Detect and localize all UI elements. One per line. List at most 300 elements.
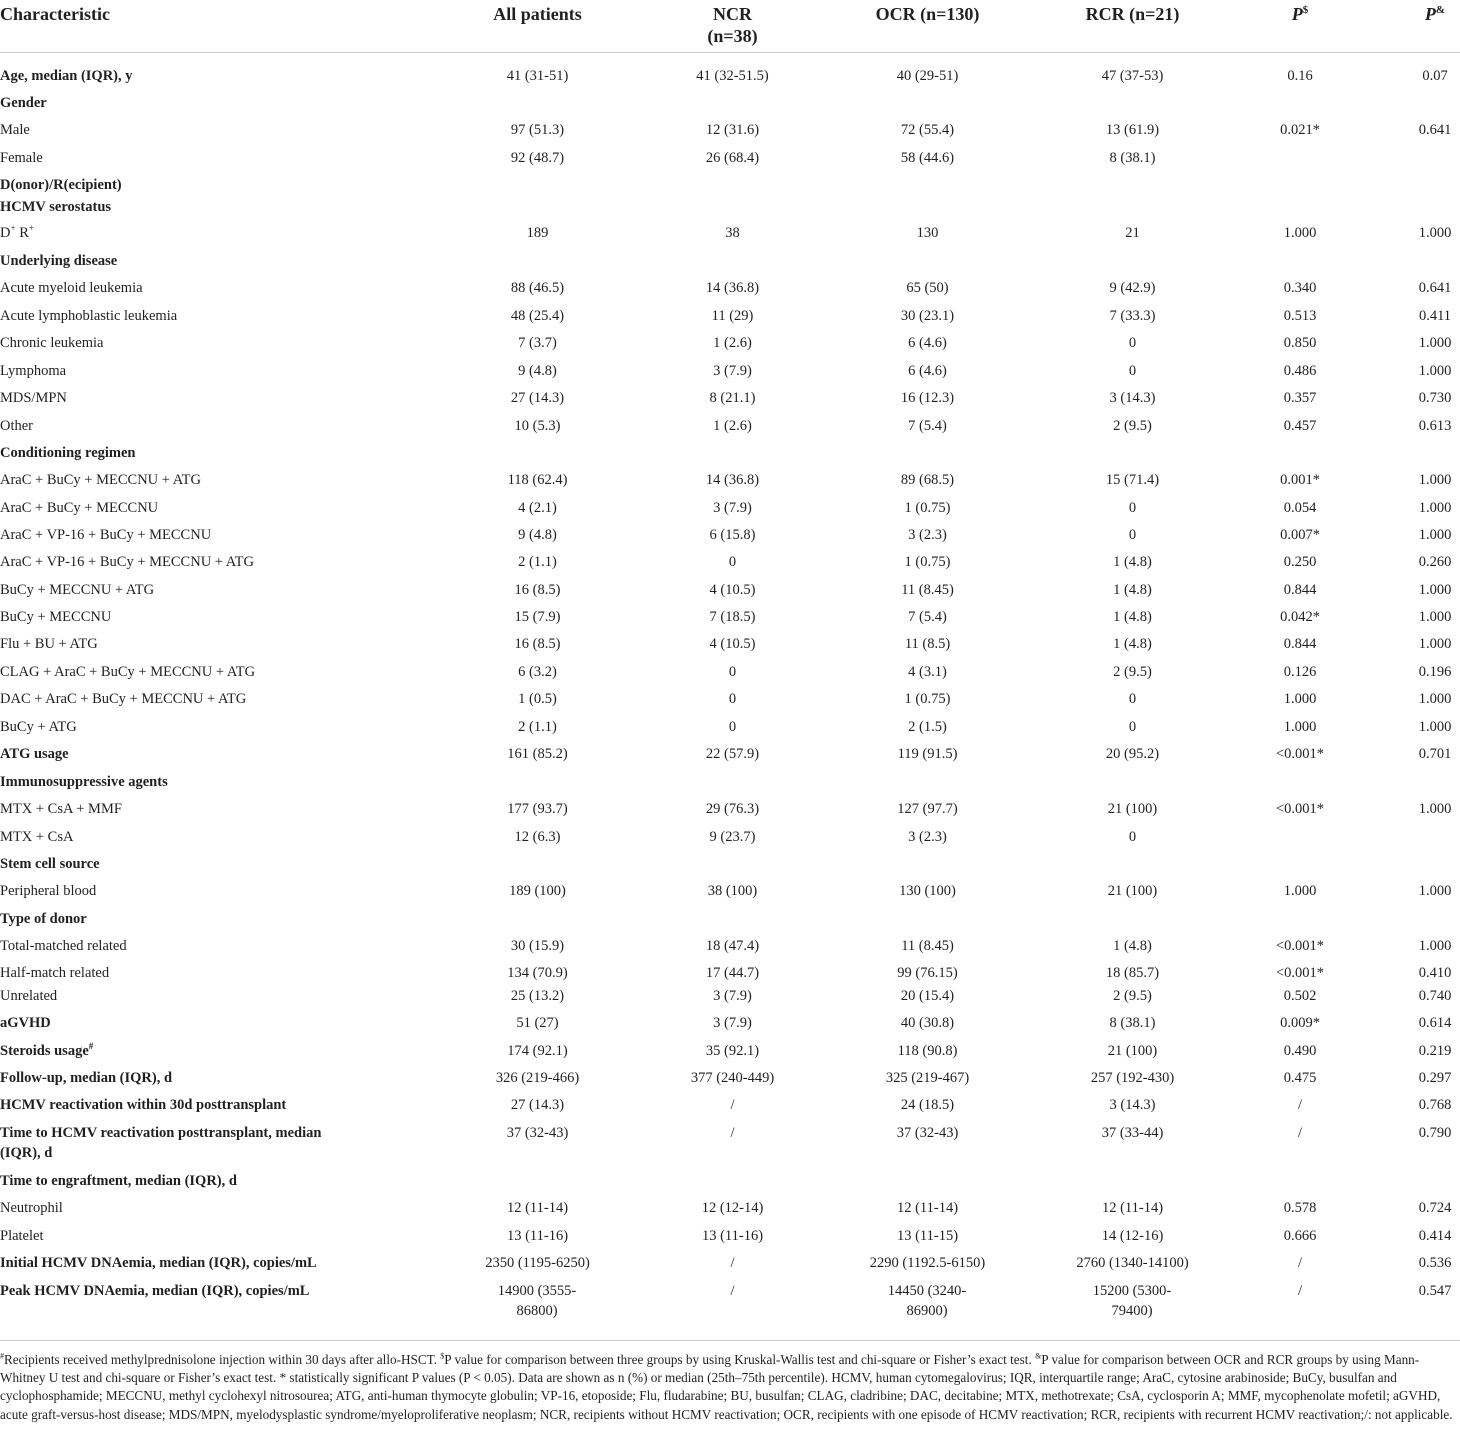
row-label — [0, 175, 350, 195]
header-ocr: OCR (n=130) — [875, 4, 980, 24]
cell-ncr: 3 (7.9) — [713, 500, 752, 516]
row-label-text: Time to HCMV reactivation posttransplant, median (IQR), d — [0, 1125, 322, 1161]
cell-rcr: 0 — [1128, 363, 1137, 379]
cell-all: 48 (25.4) — [510, 308, 565, 324]
cell-ocr: 118 (90.8) — [897, 1043, 958, 1059]
row-label — [0, 552, 350, 572]
cell-p2: 0.730 — [1418, 390, 1452, 406]
cell-ncr: 38 — [725, 225, 740, 241]
cell-rcr: 3 (14.3) — [1109, 390, 1156, 406]
cell-rcr: 1 (4.8) — [1113, 582, 1152, 598]
cell-p1: 0.357 — [1283, 390, 1317, 406]
cell-p1: 0.054 — [1283, 500, 1317, 516]
row-label — [0, 854, 350, 874]
cell-ncr: 41 (32-51.5) — [696, 68, 769, 84]
footnote-dollar-text: P value for comparison between three groups by using Kruskal-Wallis test and chi-square or Fisher’s exact test. — [444, 1352, 1036, 1367]
row-label-text: CLAG + AraC + BuCy + MECCNU + ATG — [0, 664, 256, 680]
cell-p2: 1.000 — [1418, 527, 1452, 543]
cell-rcr: 37 (33-44) — [1101, 1125, 1164, 1141]
footnote-amp-text: P value for comparison between OCR and RCR groups by using Mann-Whitney U test and chi-square or Fisher’s exact test. * statistically significant P values (P < 0.05). Data are shown as n (%) or median (25th–75th percentile). HCMV, human cytomegalovirus; IQR, interquartile range; AraC, cytosine arabinoside; BuCy, busulfan and cyclophosphamide; MECCNU, methyl cyclohexyl nitrosourea; ATG, anti-human thymocyte globulin; VP-16, etoposide; Flu, fludarabine; BU, busulfan; CLAG, cladribine; DAC, decitabine; MTX, methotrexate; CsA, cyclosporin A; MMF, mycophenolate mofetil; aGVHD, acute graft-versus-host disease; MDS/MPN, myelodysplastic syndrome/myeloproliferative neoplasm; NCR, recipients without HCMV reactivation; OCR, recipients with one episode of HCMV reactivation; RCR, recipients with recurrent HCMV reactivation;/: not applicable. — [0, 1352, 1453, 1422]
row-label — [0, 607, 350, 627]
row-label-text: BuCy + MECCNU + ATG — [0, 582, 155, 598]
cell-ncr: 0 — [728, 664, 737, 680]
cell-all: 51 (27) — [516, 1015, 559, 1031]
row-label-text: Flu + BU + ATG — [0, 636, 98, 652]
cell-ncr: 6 (15.8) — [709, 527, 756, 543]
header-ncr-line1: NCR — [713, 4, 752, 24]
cell-p1: 0.666 — [1283, 1228, 1317, 1244]
cell-p2: 1.000 — [1418, 636, 1452, 652]
row-label — [0, 333, 350, 353]
footnote-hash-text: Recipients received methylprednisolone injection within 30 days after allo-HSCT. — [4, 1352, 441, 1367]
row-label — [0, 580, 350, 600]
cell-all: 16 (8.5) — [514, 582, 561, 598]
cell-ocr: 13 (11-15) — [896, 1228, 959, 1244]
row-label — [0, 1253, 350, 1273]
cell-rcr: 1 (4.8) — [1113, 609, 1152, 625]
cell-p1: 1.000 — [1283, 883, 1317, 899]
cell-ocr: 11 (8.5) — [904, 636, 951, 652]
row-label — [0, 662, 350, 682]
cell-ocr: 1 (0.75) — [904, 691, 951, 707]
cell-p1: 0.009* — [1280, 1015, 1320, 1031]
row-label — [0, 909, 350, 929]
cell-all: 92 (48.7) — [510, 150, 565, 166]
cell-rcr: 47 (37-53) — [1101, 68, 1164, 84]
cell-all: 16 (8.5) — [514, 636, 561, 652]
cell-rcr: 9 (42.9) — [1109, 280, 1156, 296]
row-label-text: Peripheral blood — [0, 883, 97, 899]
row-label — [0, 1068, 350, 1088]
row-label — [0, 986, 350, 1006]
row-label-text: D(onor)/R(ecipient) — [0, 177, 122, 193]
cell-ocr: 11 (8.45) — [901, 582, 954, 598]
cell-ncr: 8 (21.1) — [709, 390, 756, 406]
row-label-text: Chronic leukemia — [0, 335, 104, 351]
row-label — [0, 470, 350, 490]
cell-rcr: 0 — [1128, 719, 1137, 735]
cell-all: 189 — [526, 225, 549, 241]
header-ncr-line2: (n=38) — [707, 26, 758, 46]
row-label — [0, 361, 350, 381]
cell-all: 27 (14.3) — [510, 390, 565, 406]
row-label-text: Lymphoma — [0, 363, 67, 379]
row-label-text: Acute myeloid leukemia — [0, 280, 143, 296]
row-label-text: AraC + VP-16 + BuCy + MECCNU — [0, 527, 212, 543]
row-label-superscript: + — [28, 223, 34, 234]
row-label — [0, 443, 350, 463]
cell-p2: 1.000 — [1418, 335, 1452, 351]
cell-ncr: 22 (57.9) — [705, 746, 760, 762]
cell-all: 37 (32-43) — [506, 1125, 569, 1141]
cell-ncr: 9 (23.7) — [709, 829, 756, 845]
cell-ocr: 2 (1.5) — [908, 719, 947, 735]
cell-ocr: 12 (11-14) — [896, 1200, 959, 1216]
cell-rcr: 0 — [1128, 500, 1137, 516]
row-label — [0, 799, 350, 819]
row-label-text: Unrelated — [0, 988, 58, 1004]
row-label — [0, 634, 350, 654]
cell-p1: <0.001* — [1275, 965, 1325, 981]
row-label — [0, 689, 350, 709]
cell-p2: 0.410 — [1418, 965, 1452, 981]
cell-all: 9 (4.8) — [518, 363, 557, 379]
row-label — [0, 278, 350, 298]
header-ncr — [645, 3, 820, 47]
cell-rcr: 12 (11-14) — [1101, 1200, 1164, 1216]
cell-ncr: 1 (2.6) — [713, 335, 752, 351]
cell-all: 27 (14.3) — [510, 1097, 565, 1113]
cell-ocr: 37 (32-43) — [896, 1125, 959, 1141]
row-label-text: Neutrophil — [0, 1200, 63, 1216]
cell-p2: 1.000 — [1418, 938, 1452, 954]
cell-p1: 0.475 — [1283, 1070, 1317, 1086]
row-label — [0, 717, 350, 737]
row-label-text: Peak HCMV DNAemia, median (IQR), copies/mL — [0, 1283, 310, 1299]
cell-p1: 0.850 — [1283, 335, 1317, 351]
cell-ocr: 1 (0.75) — [904, 554, 951, 570]
cell-all: 174 (92.1) — [507, 1043, 568, 1059]
row-label-superscript: # — [88, 1041, 94, 1052]
cell-ncr: 11 (29) — [711, 308, 754, 324]
row-label-text: aGVHD — [0, 1015, 51, 1031]
cell-ocr: 3 (2.3) — [908, 527, 947, 543]
cell-p2: 0.196 — [1418, 664, 1452, 680]
cell-rcr: 14 (12-16) — [1101, 1228, 1164, 1244]
cell-rcr: 2 (9.5) — [1113, 988, 1152, 1004]
cell-ocr: 40 (30.8) — [900, 1015, 955, 1031]
row-label-text: DAC + AraC + BuCy + MECCNU + ATG — [0, 691, 247, 707]
row-label-superscript: + — [10, 223, 16, 234]
cell-rcr: 15200 (5300-79400) — [1092, 1283, 1172, 1319]
cell-p2: 0.547 — [1418, 1283, 1452, 1299]
row-label-text: Female — [0, 150, 43, 166]
row-label-text: Conditioning regimen — [0, 445, 136, 461]
row-label — [0, 1041, 350, 1061]
cell-p1: / — [1297, 1283, 1303, 1299]
cell-all: 161 (85.2) — [507, 746, 568, 762]
cell-p2: 1.000 — [1418, 719, 1452, 735]
cell-ncr: 26 (68.4) — [705, 150, 760, 166]
cell-ocr: 14450 (3240-86900) — [887, 1283, 967, 1319]
row-label — [0, 881, 350, 901]
cell-all: 177 (93.7) — [507, 801, 568, 817]
row-label — [0, 1013, 350, 1033]
header-rcr: RCR (n=21) — [1085, 4, 1180, 24]
cell-ocr: 20 (15.4) — [900, 988, 955, 1004]
cell-ncr: 4 (10.5) — [709, 636, 756, 652]
header-p-three-groups — [1240, 3, 1360, 25]
cell-all: 97 (51.3) — [510, 122, 565, 138]
cell-rcr: 21 (100) — [1107, 1043, 1158, 1059]
cell-ocr: 24 (18.5) — [900, 1097, 955, 1113]
cell-rcr: 257 (192-430) — [1090, 1070, 1175, 1086]
row-label-text: MTX + CsA + MMF — [0, 801, 122, 817]
cell-ncr: / — [730, 1097, 735, 1113]
row-label — [0, 93, 350, 113]
row-label-text: Platelet — [0, 1228, 44, 1244]
header-p-ocr-rcr — [1375, 3, 1460, 25]
row-label-text: Male — [0, 122, 30, 138]
cell-p1: 0.486 — [1283, 363, 1317, 379]
cell-all: 6 (3.2) — [518, 664, 557, 680]
row-label — [0, 388, 350, 408]
cell-p1: 0.502 — [1283, 988, 1317, 1004]
row-label-text: HCMV serostatus — [0, 199, 112, 215]
cell-all: 7 (3.7) — [518, 335, 557, 351]
cell-ocr: 99 (76.15) — [897, 965, 958, 981]
cell-all: 25 (13.2) — [510, 988, 565, 1004]
header-p2-mark: & — [1435, 4, 1446, 16]
cell-p2: 1.000 — [1418, 801, 1452, 817]
cell-ncr: / — [730, 1125, 735, 1141]
row-label-text: Steroids usage — [0, 1043, 89, 1059]
cell-p2: 0.641 — [1418, 122, 1452, 138]
cell-ocr: 130 — [916, 225, 939, 241]
cell-p2: 0.701 — [1418, 746, 1452, 762]
cell-p1: 1.000 — [1283, 719, 1317, 735]
row-label — [0, 1198, 350, 1218]
row-label — [0, 66, 350, 86]
cell-ncr: 18 (47.4) — [705, 938, 760, 954]
cell-p1: 0.513 — [1283, 308, 1317, 324]
cell-rcr: 2760 (1340-14100) — [1076, 1255, 1189, 1271]
cell-all: 12 (6.3) — [514, 829, 561, 845]
cell-ncr: 12 (12-14) — [701, 1200, 764, 1216]
row-label-text: Type of donor — [0, 911, 87, 927]
cell-all: 134 (70.9) — [507, 965, 568, 981]
cell-p2: 0.614 — [1418, 1015, 1452, 1031]
row-label — [0, 963, 350, 983]
cell-rcr: 7 (33.3) — [1109, 308, 1156, 324]
cell-p1: 0.844 — [1283, 636, 1317, 652]
row-label — [0, 223, 350, 243]
cell-rcr: 0 — [1128, 691, 1137, 707]
row-label-text: Acute lymphoblastic leukemia — [0, 308, 178, 324]
cell-ocr: 2290 (1192.5-6150) — [869, 1255, 986, 1271]
cell-rcr: 1 (4.8) — [1113, 554, 1152, 570]
cell-ncr: 12 (31.6) — [705, 122, 760, 138]
header-all-patients: All patients — [493, 4, 582, 24]
row-label-text: Gender — [0, 95, 47, 111]
cell-all: 88 (46.5) — [510, 280, 565, 296]
cell-p1: <0.001* — [1275, 801, 1325, 817]
cell-ncr: / — [730, 1283, 735, 1299]
cell-p2: 0.641 — [1418, 280, 1452, 296]
cell-p2: 0.790 — [1418, 1125, 1452, 1141]
cell-rcr: 0 — [1128, 527, 1137, 543]
table-footnote — [0, 1340, 1460, 1424]
cell-rcr: 1 (4.8) — [1113, 938, 1152, 954]
cell-ncr: 17 (44.7) — [705, 965, 760, 981]
cell-ncr: 14 (36.8) — [705, 472, 760, 488]
cell-ocr: 6 (4.6) — [908, 335, 947, 351]
cell-rcr: 21 (100) — [1107, 883, 1158, 899]
row-label-text: Age, median (IQR), y — [0, 68, 133, 84]
row-label-text: Stem cell source — [0, 856, 100, 872]
table-header — [0, 0, 1460, 53]
cell-p1: 0.007* — [1280, 527, 1320, 543]
row-label-text: Total-matched related — [0, 938, 127, 954]
cell-p2: 0.219 — [1418, 1043, 1452, 1059]
row-label-text: HCMV reactivation within 30d posttransplant — [0, 1097, 287, 1113]
cell-p2: 1.000 — [1418, 883, 1452, 899]
cell-rcr: 21 (100) — [1107, 801, 1158, 817]
row-label — [0, 197, 350, 217]
cell-ocr: 6 (4.6) — [908, 363, 947, 379]
cell-p1: 0.001* — [1280, 472, 1320, 488]
header-p1-mark: $ — [1302, 4, 1309, 16]
cell-all: 9 (4.8) — [518, 527, 557, 543]
cell-p2: 0.297 — [1418, 1070, 1452, 1086]
cell-p2: 0.411 — [1418, 308, 1452, 324]
cell-ocr: 16 (12.3) — [900, 390, 955, 406]
cell-ncr: 3 (7.9) — [713, 363, 752, 379]
cell-p2: 0.613 — [1418, 418, 1452, 434]
cell-rcr: 8 (38.1) — [1109, 150, 1156, 166]
row-label — [0, 416, 350, 436]
row-label-text: D — [0, 225, 11, 241]
cell-p2: 0.414 — [1418, 1228, 1452, 1244]
cell-p2: 1.000 — [1418, 609, 1452, 625]
cell-ocr: 4 (3.1) — [908, 664, 947, 680]
cell-all: 2 (1.1) — [518, 719, 557, 735]
cell-all: 30 (15.9) — [510, 938, 565, 954]
cell-rcr: 8 (38.1) — [1109, 1015, 1156, 1031]
cell-p1: / — [1297, 1255, 1303, 1271]
cell-p1: 0.490 — [1283, 1043, 1317, 1059]
cell-ocr: 119 (91.5) — [897, 746, 958, 762]
row-label — [0, 744, 350, 764]
cell-ocr: 72 (55.4) — [900, 122, 955, 138]
row-label — [0, 251, 350, 271]
cell-ocr: 65 (50) — [906, 280, 949, 296]
cell-ncr: 38 (100) — [707, 883, 758, 899]
cell-ncr: 29 (76.3) — [705, 801, 760, 817]
cell-all: 12 (11-14) — [506, 1200, 569, 1216]
cell-rcr: 15 (71.4) — [1105, 472, 1160, 488]
row-label-text: Other — [0, 418, 34, 434]
row-label — [0, 1095, 350, 1115]
cell-p1: / — [1297, 1097, 1303, 1113]
cell-all: 4 (2.1) — [518, 500, 557, 516]
cell-all: 10 (5.3) — [514, 418, 561, 434]
cell-p1: 0.021* — [1280, 122, 1320, 138]
cell-all: 13 (11-16) — [506, 1228, 569, 1244]
row-label-text: AraC + BuCy + MECCNU — [0, 500, 159, 516]
cell-all: 118 (62.4) — [507, 472, 568, 488]
cell-p2: 0.07 — [1422, 68, 1448, 84]
cell-p1: 0.578 — [1283, 1200, 1317, 1216]
cell-ncr: 1 (2.6) — [713, 418, 752, 434]
cell-all: 2 (1.1) — [518, 554, 557, 570]
cell-p1: <0.001* — [1275, 746, 1325, 762]
row-label — [0, 498, 350, 518]
cell-rcr: 18 (85.7) — [1105, 965, 1160, 981]
cell-p1: 0.250 — [1283, 554, 1317, 570]
cell-ncr: 3 (7.9) — [713, 1015, 752, 1031]
cell-p2: 0.768 — [1418, 1097, 1452, 1113]
cell-p1: 0.457 — [1283, 418, 1317, 434]
row-label — [0, 525, 350, 545]
header-p2-label: P — [1424, 4, 1436, 24]
cell-p2: 1.000 — [1418, 500, 1452, 516]
row-label-text: AraC + VP-16 + BuCy + MECCNU + ATG — [0, 554, 254, 570]
cell-p2: 0.724 — [1418, 1200, 1452, 1216]
cell-all: 326 (219-466) — [495, 1070, 580, 1086]
cell-rcr: 13 (61.9) — [1105, 122, 1160, 138]
cell-ncr: 377 (240-449) — [690, 1070, 775, 1086]
cell-ncr: 13 (11-16) — [701, 1228, 764, 1244]
cell-p2: 0.740 — [1418, 988, 1452, 1004]
cell-ncr: 4 (10.5) — [709, 582, 756, 598]
row-label-text: Follow-up, median (IQR), d — [0, 1070, 173, 1086]
cell-ocr: 89 (68.5) — [900, 472, 955, 488]
cell-p1: 0.042* — [1280, 609, 1320, 625]
cell-ncr: 0 — [728, 554, 737, 570]
cell-ncr: 0 — [728, 719, 737, 735]
row-label-text: ATG usage — [0, 746, 69, 762]
cell-ncr: 7 (18.5) — [709, 609, 756, 625]
row-label-text: AraC + BuCy + MECCNU + ATG — [0, 472, 201, 488]
cell-p2: 0.536 — [1418, 1255, 1452, 1271]
cell-ncr: / — [730, 1255, 735, 1271]
row-label — [0, 1226, 350, 1246]
row-label — [0, 772, 350, 792]
cell-rcr: 0 — [1128, 335, 1137, 351]
cell-all: 14900 (3555-86800) — [497, 1283, 577, 1319]
footnote-dollar-mark: $ — [440, 1351, 445, 1361]
cell-ocr: 40 (29-51) — [896, 68, 959, 84]
cell-ocr: 325 (219-467) — [885, 1070, 970, 1086]
row-label — [0, 1123, 350, 1163]
cell-rcr: 2 (9.5) — [1113, 418, 1152, 434]
cell-ncr: 14 (36.8) — [705, 280, 760, 296]
cell-p1: 0.126 — [1283, 664, 1317, 680]
cell-ncr: 0 — [728, 691, 737, 707]
cell-p1: 1.000 — [1283, 691, 1317, 707]
footnote-amp-mark: & — [1035, 1351, 1042, 1361]
cell-p1: 0.844 — [1283, 582, 1317, 598]
cell-p1: 0.340 — [1283, 280, 1317, 296]
row-label-text: Initial HCMV DNAemia, median (IQR), copies/mL — [0, 1255, 317, 1271]
row-label — [0, 1281, 350, 1301]
row-label — [0, 148, 350, 168]
cell-p1: / — [1297, 1125, 1303, 1141]
cell-p2: 1.000 — [1418, 363, 1452, 379]
cell-p2: 0.260 — [1418, 554, 1452, 570]
cell-all: 41 (31-51) — [506, 68, 569, 84]
cell-p2: 1.000 — [1418, 691, 1452, 707]
header-characteristic: Characteristic — [0, 4, 110, 24]
cell-all: 1 (0.5) — [518, 691, 557, 707]
cell-p1: <0.001* — [1275, 938, 1325, 954]
cell-p1: 0.16 — [1287, 68, 1313, 84]
cell-ncr: 3 (7.9) — [713, 988, 752, 1004]
cell-ocr: 7 (5.4) — [908, 609, 947, 625]
row-label — [0, 120, 350, 140]
cell-rcr: 3 (14.3) — [1109, 1097, 1156, 1113]
row-label-tail: R — [15, 225, 29, 241]
cell-rcr: 2 (9.5) — [1113, 664, 1152, 680]
cell-ocr: 11 (8.45) — [901, 938, 954, 954]
row-label-text: Underlying disease — [0, 253, 118, 269]
cell-p2: 1.000 — [1418, 582, 1452, 598]
cell-ocr: 127 (97.7) — [897, 801, 958, 817]
cell-ncr: 35 (92.1) — [705, 1043, 760, 1059]
row-label — [0, 306, 350, 326]
cell-p1: 1.000 — [1283, 225, 1317, 241]
